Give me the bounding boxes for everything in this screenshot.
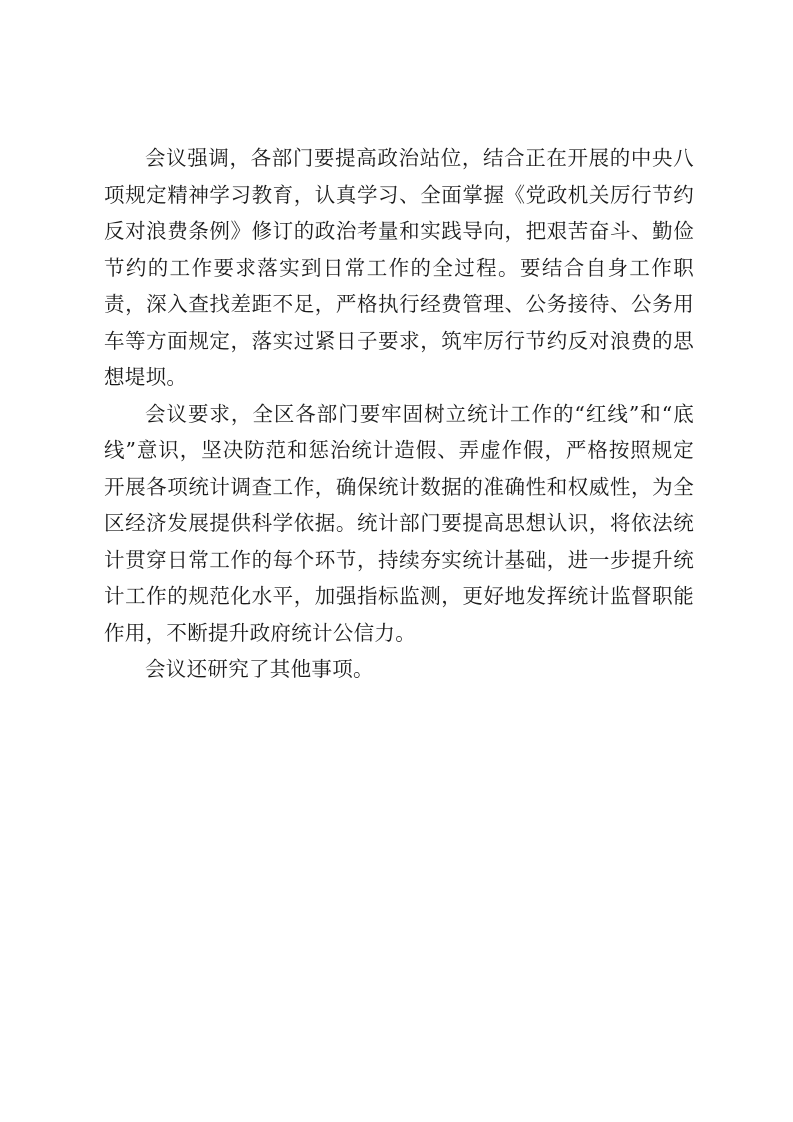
paragraph-other-matters: 会议还研究了其他事项。 (145, 657, 374, 681)
paragraph-statistics: 会议要求，全区各部门要牢固树立统计工作的“红线”和“底线”意识，坚决防范和惩治统计造假、弄虚作假，严格按照规定开展各项统计调查工作，确保统计数据的准确性和权威性，为全区经济发展提供科学依据。统计部门要提高思想认识，将依法统计贯穿日常工作的每个环节，持续夯实统计基础，进一步提升统计工作的规范化水平，加强指标监测，更好地发挥统计监督职能作用，不断提升政府统计公信力。 (104, 401, 694, 645)
document-body (104, 140, 694, 688)
paragraph-frugality: 会议强调，各部门要提高政治站位，结合正在开展的中央八项规定精神学习教育，认真学习、全面掌握《党政机关厉行节约反对浪费条例》修订的政治考量和实践导向，把艰苦奋斗、勤俭节约的工作要求落实到日常工作的全过程。要结合自身工作职责，深入查找差距不足，严格执行经费管理、公务接待、公务用车等方面规定，落实过紧日子要求，筑牢厉行节约反对浪费的思想堤坝。 (104, 146, 694, 389)
